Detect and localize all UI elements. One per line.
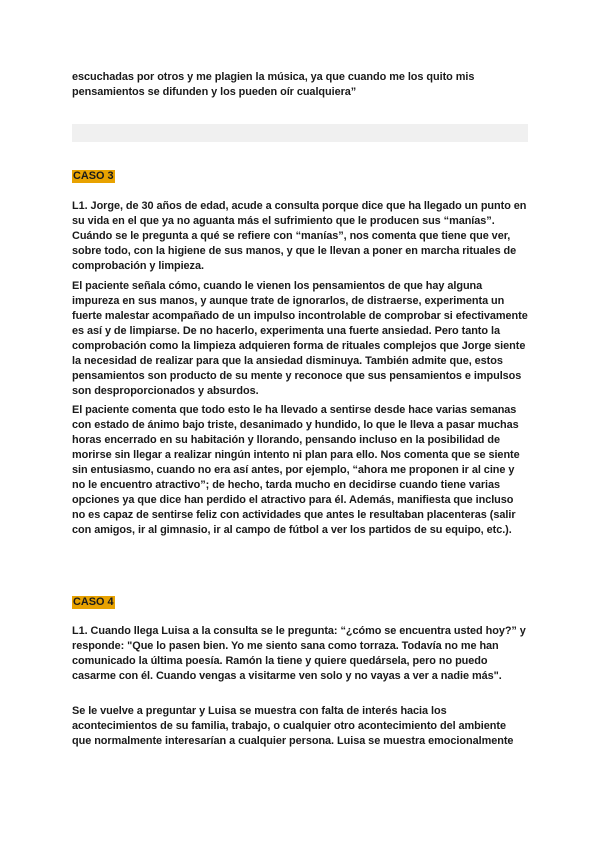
caso3-body (72, 199, 528, 543)
caso3-paragraph-2: El paciente señala cómo, cuando le vienen los pensamientos de que hay alguna impureza en sus manos, y aunque trate de ignorarlos, de distraerse, experimenta un fuerte malestar acompañado de un impulso incontrolable de comprobar si efectivamente es así y de limpiarse. De no hacerlo, experimenta una fuerte ansiedad. Pero tanto la comprobación como la limpieza adquieren forma de rituales complejos que Jorge siente la necesidad de realizar para que la ansiedad disminuya. También admite que, estos pensamientos son producto de su mente y reconoce que sus pensamientos e impulsos son desproporcionados y absurdos. (72, 279, 528, 397)
caso4-heading: CASO 4 (73, 596, 114, 608)
caso3-heading: CASO 3 (73, 170, 114, 182)
gray-separator-bar (72, 124, 528, 142)
caso3-paragraph-1: L1. Jorge, de 30 años de edad, acude a consulta porque dice que ha llegado un punto en su vida en el que ya no aguanta más el sufrimiento que le producen sus “manías”. Cuándo se le pregunta a qué se refiere con “manías”, nos comenta que tiene que ver, sobre todo, con la higiene de sus manos, y que le llevan a poner en marcha rituales de comprobación y limpieza. (72, 200, 527, 272)
caso4-paragraph-1: L1. Cuando llega Luisa a la consulta se le pregunta: “¿cómo se encuentra usted hoy?” y responde: "Que lo pasen bien. Yo me siento sana como torraza. Todavía no me han comunicado la última poesía. Ramón la tiene y quiere quedársela, pero no puedo casarme con él. Cuando vengas a visitarme ven solo y no vayas a ver a nadie más". (72, 625, 526, 682)
caso4-paragraph-2: Se le vuelve a preguntar y Luisa se muestra con falta de interés hacia los acontecimientos de su familia, trabajo, o cualquier otro acontecimiento del ambiente que normalmente interesarían a cualquier persona. Luisa se muestra emocionalmente (72, 705, 514, 747)
caso4-body (72, 624, 528, 754)
caso3-paragraph-3: El paciente comenta que todo esto le ha llevado a sentirse desde hace varias semanas con estado de ánimo bajo triste, desanimado y hundido, lo que le lleva a pasar muchas horas encerrado en su habitación y llorando, pensando incluso en la posibilidad de morirse sin llegar a realizar ningún intento ni plan para ello. Nos comenta que se siente sin entusiasmo, cuando no era así antes, por ejemplo, “ahora me proponen ir al cine y no le encuentro atractivo”; de hecho, tarda mucho en decidirse cuando tiene varias opciones ya que dice han perdido el atractivo para él. Además, manifiesta que incluso no es capaz de sentirse feliz con actividades que antes le resultaban placenteras (salir con amigos, ir al gimnasio, ir al campo de fútbol a ver los partidos de su equipo, etc.). (72, 404, 520, 536)
intro-paragraph: escuchadas por otros y me plagien la música, ya que cuando me los quito mis pensamientos se difunden y los pueden oír cualquiera” (72, 71, 475, 98)
intro-block (72, 70, 528, 105)
